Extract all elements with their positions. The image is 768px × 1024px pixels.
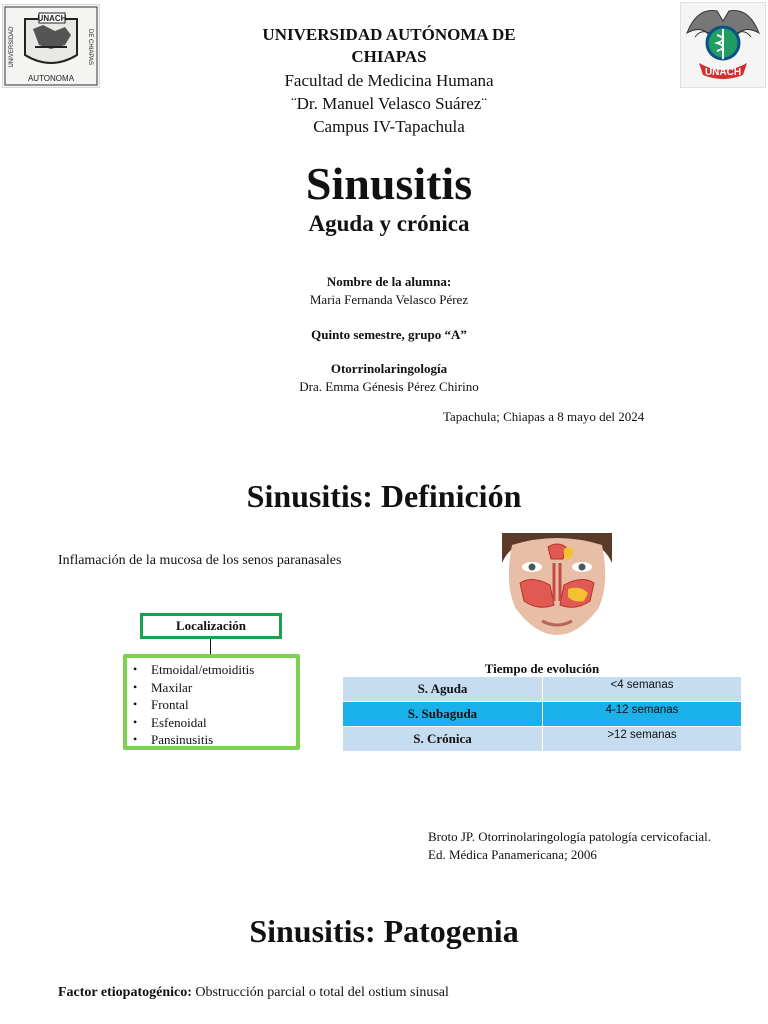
student-label: Nombre de la alumna: [326,274,452,289]
table-cell-label: S. Crónica [343,727,543,752]
subject-block [0,360,768,396]
document-subtitle: Aguda y crónica [308,211,470,236]
university-seal-logo [2,4,100,88]
table-cell-value: <4 semanas [543,677,742,702]
definition-text: Inflamación de la mucosa de los senos paranasales [58,553,342,568]
logo-side-right-text: DE CHIAPAS [87,29,93,65]
evolution-table [342,676,742,752]
logo-unach-text: UNACH [37,14,67,23]
pathogenesis-heading: Sinusitis: Patogenia [249,913,519,949]
faculty-honoree: ¨Dr. Manuel Velasco Suárez¨ [290,94,488,113]
evolution-table-title: Tiempo de evolución [484,661,600,676]
table-cell-value: 4-12 semanas [543,702,742,727]
sinus-face-illustration [498,533,616,635]
document-title: Sinusitis [305,158,473,209]
teacher-name: Dra. Emma Génesis Pérez Chirino [299,379,479,394]
faculty-eagle-logo [680,2,766,88]
logo-right-text: UNACH [704,67,742,78]
date-place: Tapachula; Chiapas a 8 mayo del 2024 [443,409,645,424]
list-item: • Etmoidal/etmoiditis [131,661,296,679]
factor-label: Factor etiopatogénico: [58,985,192,1000]
list-item: • Pansinusitis [131,731,296,749]
factor-text: Obstrucción parcial o total del ostium sinusal [191,985,449,1000]
table-row [343,677,742,702]
subject-name: Otorrinolaringología [330,361,448,376]
semester-group: Quinto semestre, grupo “A” [311,327,467,342]
table-cell-value: >12 semanas [543,727,742,752]
localization-list-box [123,654,300,750]
university-name: UNIVERSIDAD AUTÓNOMA DE CHIAPAS [262,25,516,66]
pathogenesis-text [58,983,738,1003]
student-block [0,273,768,309]
localization-list [131,661,296,749]
reference-line: Ed. Médica Panamericana; 2006 [428,847,597,862]
table-row [343,727,742,752]
table-cell-label: S. Aguda [343,677,543,702]
reference-citation [428,828,758,864]
localization-title: Localización [140,613,282,639]
definition-heading: Sinusitis: Definición [246,478,522,514]
logo-side-left-text: UNIVERSIDAD [9,26,15,68]
list-item: • Maxilar [131,679,296,697]
list-item: • Frontal [131,696,296,714]
campus-name: Campus IV-Tapachula [313,117,465,136]
reference-line: Broto JP. Otorrinolaringología patología cervicofacial. [428,829,712,844]
table-row [343,702,742,727]
list-item: • Esfenoidal [131,714,296,732]
student-name: Maria Fernanda Velasco Pérez [309,292,469,307]
logo-bottom-text: AUTONOMA [27,74,75,83]
table-cell-label: S. Subaguda [343,702,543,727]
faculty-name: Facultad de Medicina Humana [284,71,494,90]
faculty-block [180,69,598,138]
